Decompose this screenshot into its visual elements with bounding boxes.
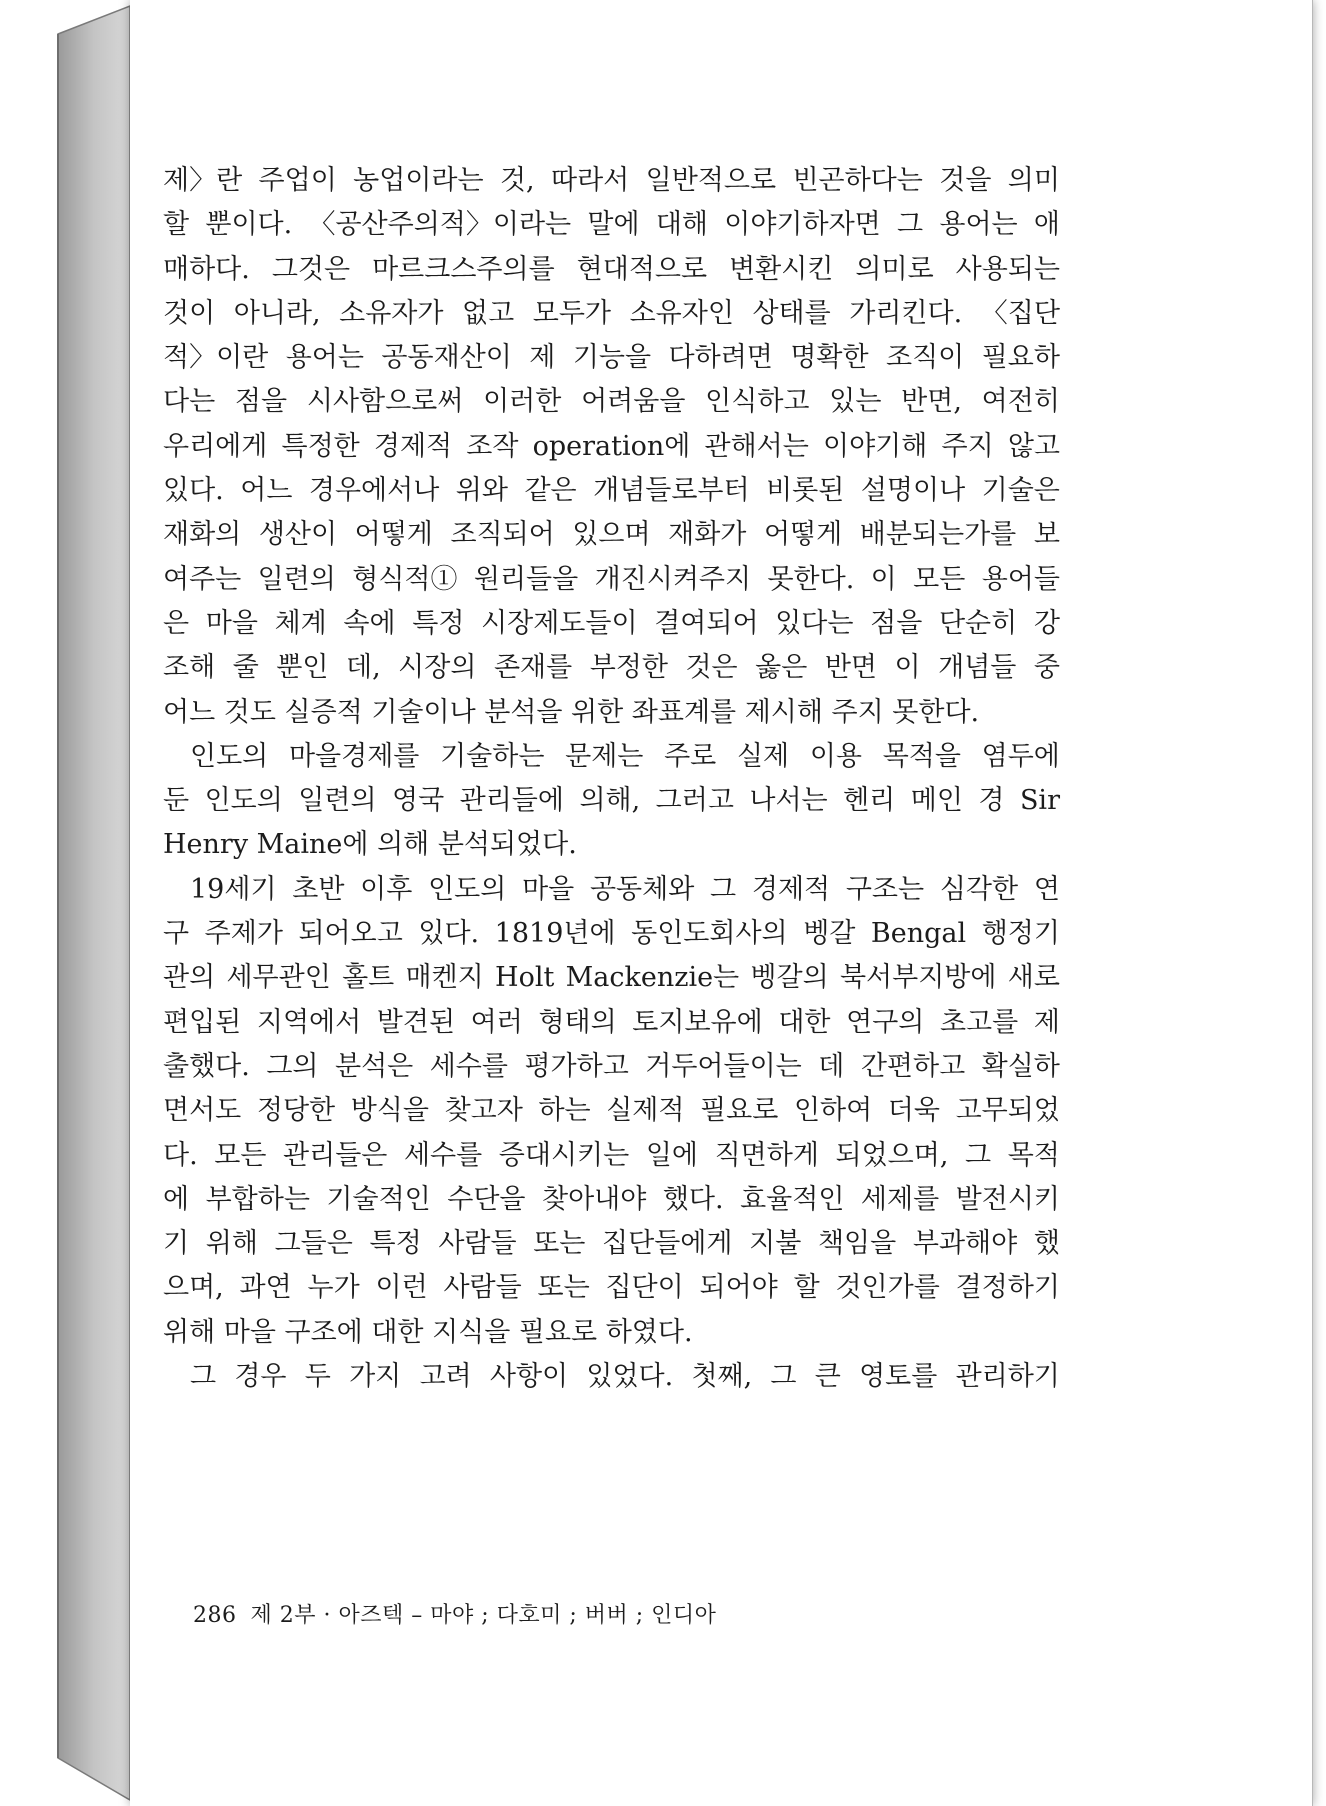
text-line: 구 주제가 되어오고 있다. 1819년에 동인도회사의 벵갈 Bengal 행정기 — [163, 918, 1060, 950]
text-line: 둔 인도의 일련의 영국 관리들에 의해, 그러고 나서는 헨리 메인 경 Sir — [163, 785, 1060, 817]
text-line: 있다. 어느 경우에서나 위와 같은 개념들로부터 비롯된 설명이나 기술은 — [163, 475, 1060, 507]
text-line: 다. 모든 관리들은 세수를 증대시키는 일에 직면하게 되었으며, 그 목적 — [163, 1139, 1060, 1171]
body-text — [163, 159, 1060, 1399]
text-line: 매하다. 그것은 마르크스주의를 현대적으로 변환시킨 의미로 사용되는 — [163, 253, 1060, 285]
text-line: 그 경우 두 가지 고려 사항이 있었다. 첫째, 그 큰 영토를 관리하기 — [190, 1361, 1060, 1393]
text-line: 위해 마을 구조에 대한 지식을 필요로 하였다. — [163, 1316, 693, 1348]
text-line: 조해 줄 뿐인 데, 시장의 존재를 부정한 것은 옳은 반면 이 개념들 중 — [163, 652, 1060, 684]
text-line: Henry Maine에 의해 분석되었다. — [163, 829, 577, 861]
text-line: 면서도 정당한 방식을 찾고자 하는 실제적 필요로 인하여 더욱 고무되었 — [163, 1095, 1060, 1127]
text-line: 제〉란 주업이 농업이라는 것, 따라서 일반적으로 빈곤하다는 것을 의미 — [163, 165, 1060, 196]
text-line: 할 뿐이다. 〈공산주의적〉이라는 말에 대해 이야기하자면 그 용어는 애 — [163, 209, 1060, 241]
running-head: 제 2부 · 아즈텍 – 마야 ; 다호미 ; 버버 ; 인디아 — [250, 1603, 717, 1628]
text-line: 출했다. 그의 분석은 세수를 평가하고 거두어들이는 데 간편하고 확실하 — [163, 1050, 1060, 1082]
text-line: 에 부합하는 기술적인 수단을 찾아내야 했다. 효율적인 세제를 발전시키 — [163, 1183, 1060, 1215]
text-line: 기 위해 그들은 특정 사람들 또는 집단들에게 지불 책임을 부과해야 했 — [163, 1228, 1060, 1260]
text-line: 어느 것도 실증적 기술이나 분석을 위한 좌표계를 제시해 주지 못한다. — [163, 696, 980, 728]
text-line: 으며, 과연 누가 이런 사람들 또는 집단이 되어야 할 것인가를 결정하기 — [163, 1272, 1060, 1304]
page-number: 286 — [193, 1603, 237, 1628]
text-line: 19세기 초반 이후 인도의 마을 공동체와 그 경제적 구조는 심각한 연 — [190, 873, 1060, 905]
text-line: 우리에게 특정한 경제적 조작 operation에 관해서는 이야기해 주지 않고 — [163, 430, 1060, 462]
text-line: 것이 아니라, 소유자가 없고 모두가 소유자인 상태를 가리킨다. 〈집단 — [163, 297, 1060, 329]
text-line: 다는 점을 시사함으로써 이러한 어려움을 인식하고 있는 반면, 여전히 — [163, 386, 1060, 418]
text-line: 은 마을 체계 속에 특정 시장제도들이 결여되어 있다는 점을 단순히 강 — [163, 607, 1060, 639]
text-line: 인도의 마을경제를 기술하는 문제는 주로 실제 이용 목적을 염두에 — [190, 740, 1060, 772]
text-line: 여주는 일련의 형식적① 원리들을 개진시켜주지 못한다. 이 모든 용어들 — [163, 563, 1060, 595]
text-line: 편입된 지역에서 발견된 여러 형태의 토지보유에 대한 연구의 초고를 제 — [163, 1006, 1060, 1038]
text-line: 적〉이란 용어는 공동재산이 제 기능을 다하려면 명확한 조직이 필요하 — [163, 342, 1060, 374]
page-footer — [193, 1598, 716, 1629]
text-line: 재화의 생산이 어떻게 조직되어 있으며 재화가 어떻게 배분되는가를 보 — [163, 519, 1060, 551]
text-line: 관의 세무관인 홀트 매켄지 Holt Mackenzie는 벵갈의 북서부지방에 새로 — [163, 962, 1060, 994]
